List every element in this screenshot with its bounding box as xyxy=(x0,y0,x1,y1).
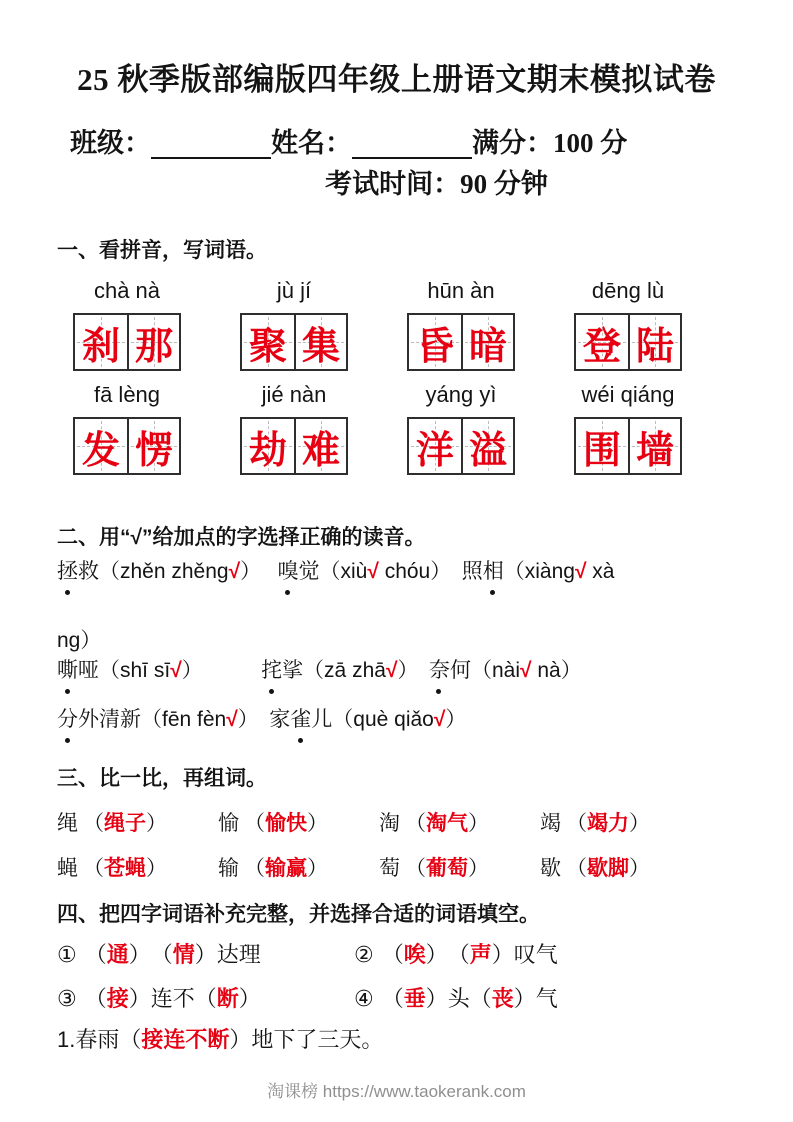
text-run: ）连不（ xyxy=(128,986,217,1011)
paren-open: （ xyxy=(83,857,104,880)
dotted-char: 嘶 xyxy=(57,659,78,682)
text-run: （ xyxy=(381,986,404,1011)
tianzige-cell xyxy=(628,419,680,473)
dotted-char: 拯 xyxy=(57,560,78,583)
text-run: 何（nài xyxy=(449,659,520,682)
paren-open: （ xyxy=(83,812,104,835)
text-run: chóu） xyxy=(378,560,462,583)
tianzige-answer-box xyxy=(73,417,181,475)
tianzige-cell xyxy=(127,419,179,473)
answer-red-text: 通 xyxy=(106,942,129,967)
pinyin-word-item xyxy=(73,277,240,371)
name-blank-field[interactable] xyxy=(352,129,472,159)
text-run: ） xyxy=(445,708,467,731)
text-run: ）地下了三天。 xyxy=(229,1027,384,1052)
tianzige-cell xyxy=(576,315,628,369)
text-run: ng） xyxy=(57,629,102,652)
text-run: ） xyxy=(237,708,270,731)
tianzige-answer-box xyxy=(407,417,515,475)
text-run: nà） xyxy=(531,659,582,682)
compare-item xyxy=(218,855,379,882)
paren-close: ） xyxy=(629,812,650,835)
answer-char: 劫 xyxy=(248,429,287,472)
answer-word: 输赢 xyxy=(265,857,307,880)
stem-char: 歇 xyxy=(540,857,561,880)
item-number: ① xyxy=(57,942,77,967)
compare-item xyxy=(57,855,218,882)
section-2-heading: 二、用“√”给加点的字选择正确的读音。 xyxy=(57,526,426,549)
answer-red-text: 接连不断 xyxy=(141,1027,230,1052)
answer-red-text: 接 xyxy=(106,986,129,1011)
pinyin-word-item xyxy=(240,381,407,475)
dotted-char: 分 xyxy=(57,708,78,731)
tianzige-cell xyxy=(294,419,346,473)
tianzige-cell xyxy=(628,315,680,369)
pronunciation-line-1 xyxy=(57,558,793,585)
paren-open: （ xyxy=(566,812,587,835)
item-number: ③ xyxy=(57,986,77,1011)
text-run: ）达理 xyxy=(194,942,261,967)
student-info-line xyxy=(0,127,793,159)
idiom-item xyxy=(354,985,793,1012)
text-run: 1.春雨（ xyxy=(57,1027,142,1052)
stem-char: 绳 xyxy=(57,812,78,835)
idiom-grid xyxy=(57,941,793,1012)
footer-site-link[interactable]: 淘课榜 https://www.taokerank.com xyxy=(267,1082,526,1101)
item-number: ④ xyxy=(354,986,374,1011)
tianzige-cell xyxy=(461,315,513,369)
text-run: （ xyxy=(381,942,404,967)
compare-item xyxy=(218,810,379,837)
section-3-heading: 三、比一比，再组词。 xyxy=(57,767,267,790)
idiom-item xyxy=(57,985,354,1012)
stem-char: 蝇 xyxy=(57,857,78,880)
dotted-char: 雀 xyxy=(290,708,312,731)
idiom-item xyxy=(57,941,354,968)
paren-open: （ xyxy=(405,857,426,880)
answer-red-text: √ xyxy=(385,659,398,682)
text-run: 觉（xiù xyxy=(298,560,368,583)
answer-word: 歇脚 xyxy=(587,857,629,880)
section-1-pinyin-words xyxy=(0,238,793,475)
pinyin-label: jù jí xyxy=(276,278,312,303)
pinyin-label: yáng yì xyxy=(425,382,497,407)
text-run: 家 xyxy=(269,708,291,731)
paren-close: ） xyxy=(146,812,167,835)
pinyin-label: jié nàn xyxy=(261,382,327,407)
paren-open: （ xyxy=(566,857,587,880)
answer-word: 淘气 xyxy=(426,812,468,835)
answer-char: 暗 xyxy=(468,325,507,368)
answer-red-text: 丧 xyxy=(491,986,514,1011)
paren-close: ） xyxy=(146,857,167,880)
idiom-item xyxy=(354,941,793,968)
answer-red-text: 声 xyxy=(469,942,492,967)
text-run: ）头（ xyxy=(425,986,492,1011)
exam-time-label: 考试时间：90 分钟 xyxy=(325,169,548,199)
paren-close: ） xyxy=(629,857,650,880)
pinyin-label: wéi qiáng xyxy=(581,382,675,407)
answer-char: 刹 xyxy=(81,325,120,368)
class-blank-field[interactable] xyxy=(151,129,271,159)
answer-red-text: √ xyxy=(367,560,379,583)
answer-red-text: √ xyxy=(520,659,532,682)
section-4-idioms xyxy=(0,902,793,1053)
paren-close: ） xyxy=(307,812,328,835)
pinyin-word-row xyxy=(73,381,793,475)
text-run: xà xyxy=(586,560,615,583)
answer-char: 发 xyxy=(81,429,120,472)
answer-char: 集 xyxy=(301,325,340,368)
answer-word: 愉快 xyxy=(265,812,307,835)
text-run: 外清新（fēn fèn xyxy=(78,708,227,731)
text-run: ） xyxy=(181,659,262,682)
paren-close: ） xyxy=(468,812,489,835)
tianzige-cell xyxy=(461,419,513,473)
footer xyxy=(0,1077,793,1102)
text-run: ） xyxy=(397,659,429,682)
compare-row xyxy=(57,810,793,837)
text-run: 哑（shī sī xyxy=(78,659,171,682)
answer-char: 墙 xyxy=(635,429,674,472)
answer-word: 苍蝇 xyxy=(104,857,146,880)
text-run: ） （ xyxy=(425,942,470,967)
compare-item xyxy=(57,810,218,837)
dotted-char: 挓 xyxy=(261,659,283,682)
pinyin-word-item xyxy=(574,277,741,371)
stem-char: 淘 xyxy=(379,812,400,835)
answer-char: 洋 xyxy=(415,429,454,472)
dotted-char: 相 xyxy=(482,560,504,583)
pinyin-word-item xyxy=(574,381,741,475)
tianzige-answer-box xyxy=(73,313,181,371)
answer-red-text: 断 xyxy=(216,986,239,1011)
tianzige-answer-box xyxy=(240,417,348,475)
answer-red-text: 唉 xyxy=(403,942,426,967)
answer-red-text: √ xyxy=(433,708,446,731)
pinyin-word-row xyxy=(73,277,793,371)
paren-open: （ xyxy=(405,812,426,835)
pronunciation-line-4 xyxy=(57,706,793,733)
answer-char: 聚 xyxy=(248,325,287,368)
text-run: ） xyxy=(240,560,278,583)
text-run: 救（zhěn zhěng xyxy=(78,560,229,583)
answer-char: 溢 xyxy=(468,429,507,472)
answer-red-text: √ xyxy=(228,560,241,583)
page-title: 25 秋季版部编版四年级上册语文期末模拟试卷 xyxy=(77,62,716,97)
class-label: 班级： xyxy=(70,128,151,158)
tianzige-cell xyxy=(75,315,127,369)
section-4-heading: 四、把四字词语补充完整，并选择合适的词语填空。 xyxy=(57,903,540,926)
tianzige-answer-box xyxy=(407,313,515,371)
pinyin-label: hūn àn xyxy=(427,278,495,303)
tianzige-answer-box xyxy=(574,417,682,475)
tianzige-cell xyxy=(242,315,294,369)
full-score-label: 满分：100 分 xyxy=(472,128,628,158)
pinyin-word-item xyxy=(407,277,574,371)
name-label: 姓名： xyxy=(271,128,352,158)
text-run: ） （ xyxy=(128,942,173,967)
tianzige-cell xyxy=(294,315,346,369)
pinyin-word-item xyxy=(240,277,407,371)
section-3-compare-words xyxy=(0,766,793,882)
pinyin-label: dēng lù xyxy=(591,278,665,303)
compare-word-rows xyxy=(57,810,793,882)
answer-char: 登 xyxy=(582,325,621,368)
section-1-heading: 一、看拼音，写词语。 xyxy=(57,239,267,262)
answer-red-text: 情 xyxy=(172,942,195,967)
pronunciation-line-3 xyxy=(57,657,793,684)
compare-item xyxy=(379,810,540,837)
answer-char: 那 xyxy=(134,325,173,368)
stem-char: 输 xyxy=(218,857,239,880)
answer-char: 陆 xyxy=(635,325,674,368)
answer-char: 围 xyxy=(582,429,621,472)
text-run: ）叹气 xyxy=(491,942,558,967)
pronunciation-line-2 xyxy=(57,627,793,654)
pinyin-label: chà nà xyxy=(93,278,161,303)
paren-open: （ xyxy=(244,812,265,835)
compare-item xyxy=(540,810,793,837)
answer-word: 竭力 xyxy=(587,812,629,835)
section-2-pronunciation xyxy=(0,525,793,733)
text-run: 挲（zā zhā xyxy=(282,659,386,682)
text-run: （ xyxy=(84,986,107,1011)
text-run: ）气 xyxy=(513,986,558,1011)
tianzige-answer-box xyxy=(240,313,348,371)
text-run: （xiàng xyxy=(503,560,575,583)
stem-char: 愉 xyxy=(218,812,239,835)
stem-char: 萄 xyxy=(379,857,400,880)
compare-row xyxy=(57,855,793,882)
tianzige-cell xyxy=(242,419,294,473)
pinyin-word-item xyxy=(73,381,240,475)
tianzige-cell xyxy=(127,315,179,369)
pinyin-word-item xyxy=(407,381,574,475)
dotted-char: 嗅 xyxy=(277,560,299,583)
compare-item xyxy=(379,855,540,882)
compare-item xyxy=(540,855,793,882)
answer-red-text: 垂 xyxy=(403,986,426,1011)
paren-close: ） xyxy=(307,857,328,880)
tianzige-answer-box xyxy=(574,313,682,371)
tianzige-cell xyxy=(75,419,127,473)
tianzige-cell xyxy=(576,419,628,473)
tianzige-cell xyxy=(409,315,461,369)
text-run: （ xyxy=(84,942,107,967)
text-run: 儿（què qiǎo xyxy=(311,708,434,731)
answer-red-text: √ xyxy=(170,659,182,682)
tianzige-cell xyxy=(409,419,461,473)
answer-red-text: √ xyxy=(574,560,587,583)
answer-char: 愣 xyxy=(134,429,173,472)
paren-open: （ xyxy=(244,857,265,880)
pinyin-label: fā lèng xyxy=(93,382,161,407)
answer-red-text: √ xyxy=(226,708,238,731)
item-number: ② xyxy=(354,942,374,967)
answer-word: 绳子 xyxy=(104,812,146,835)
answer-char: 昏 xyxy=(415,325,454,368)
answer-word: 葡萄 xyxy=(426,857,468,880)
text-run: 照 xyxy=(461,560,483,583)
fill-in-sentence xyxy=(57,1026,793,1053)
pinyin-word-grid xyxy=(73,277,793,475)
dotted-char: 奈 xyxy=(428,659,450,682)
answer-char: 难 xyxy=(301,429,340,472)
stem-char: 竭 xyxy=(540,812,561,835)
paren-close: ） xyxy=(468,857,489,880)
text-run: ） xyxy=(238,986,261,1011)
